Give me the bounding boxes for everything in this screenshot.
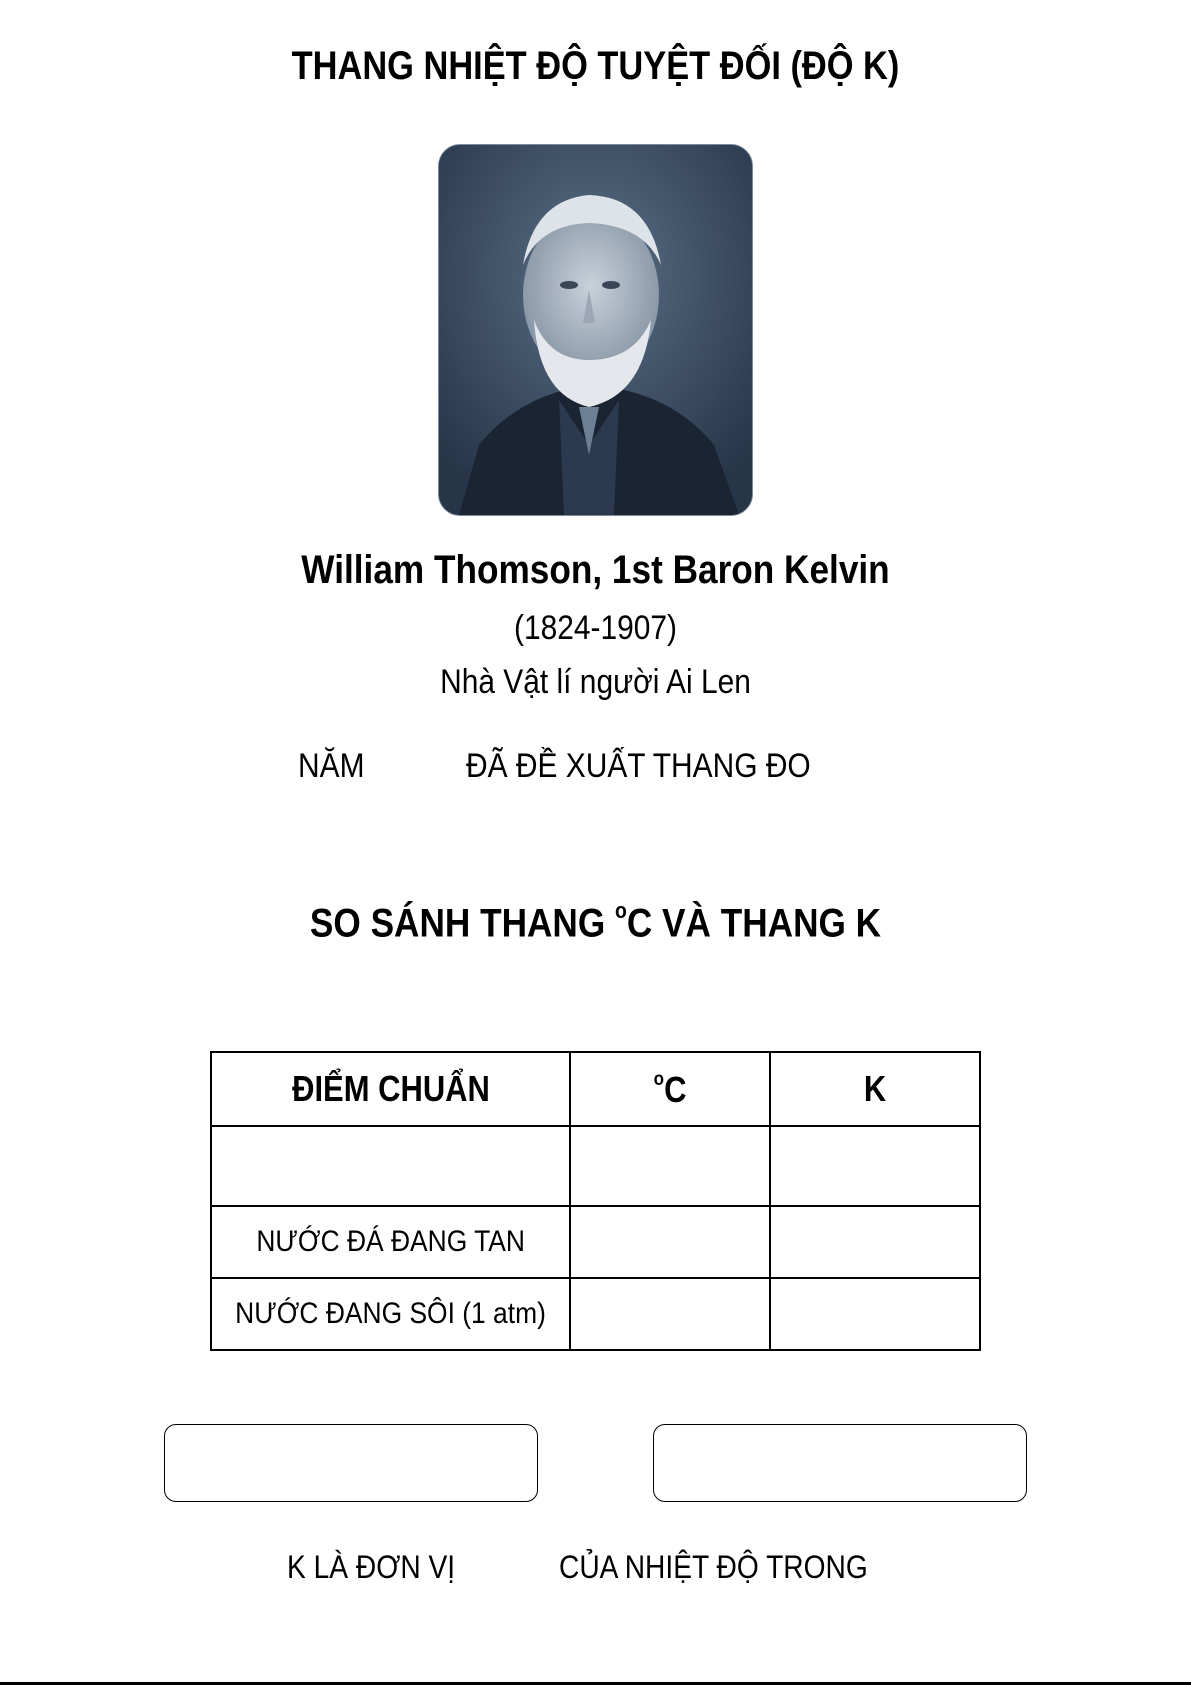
portrait-photo: [438, 144, 753, 516]
table-row: [211, 1206, 980, 1278]
page-title: THANG NHIỆT ĐỘ TUYỆT ĐỐI (ĐỘ K): [291, 44, 900, 88]
answer-box-left[interactable]: [164, 1424, 538, 1502]
row-label-cell: NƯỚC ĐÁ ĐANG TAN: [211, 1206, 570, 1278]
celsius-cell[interactable]: [570, 1206, 770, 1278]
kelvin-cell[interactable]: [770, 1278, 980, 1350]
answer-box-right[interactable]: [653, 1424, 1027, 1502]
comparison-table: [210, 1051, 981, 1351]
fill-sentence-part1: NĂM: [298, 747, 365, 785]
comparison-title: [71, 898, 1119, 947]
celsius-cell[interactable]: [570, 1278, 770, 1350]
row-label-cell: NƯỚC ĐANG SÔI (1 atm): [211, 1278, 570, 1350]
table-row: [211, 1278, 980, 1350]
person-years: (1824-1907): [513, 609, 678, 647]
celsius-cell[interactable]: [570, 1126, 770, 1206]
kelvin-cell[interactable]: [770, 1126, 980, 1206]
header-reference-point: ĐIỂM CHUẨN: [211, 1052, 570, 1126]
fill-sentence-part2: ĐÃ ĐỀ XUẤT THANG ĐO: [466, 747, 811, 785]
person-name: William Thomson, 1st Baron Kelvin: [301, 548, 890, 592]
bottom-sentence-part2: CỦA NHIỆT ĐỘ TRONG: [559, 1549, 868, 1585]
comparison-title-pre: SO SÁNH THANG: [309, 901, 616, 946]
kelvin-cell[interactable]: [770, 1206, 980, 1278]
degree-superscript: o: [615, 898, 627, 923]
portrait-photo-icon: [439, 145, 752, 515]
bottom-sentence-part1: K LÀ ĐƠN VỊ: [287, 1549, 456, 1585]
person-description: Nhà Vật lí người Ai Len: [440, 663, 751, 701]
table-row: [211, 1126, 980, 1206]
comparison-title-post: C VÀ THANG K: [626, 901, 882, 946]
row-label-cell[interactable]: [211, 1126, 570, 1206]
header-kelvin: K: [770, 1052, 980, 1126]
table-header-row: [211, 1052, 980, 1126]
header-celsius: $^o$C: [570, 1052, 770, 1126]
